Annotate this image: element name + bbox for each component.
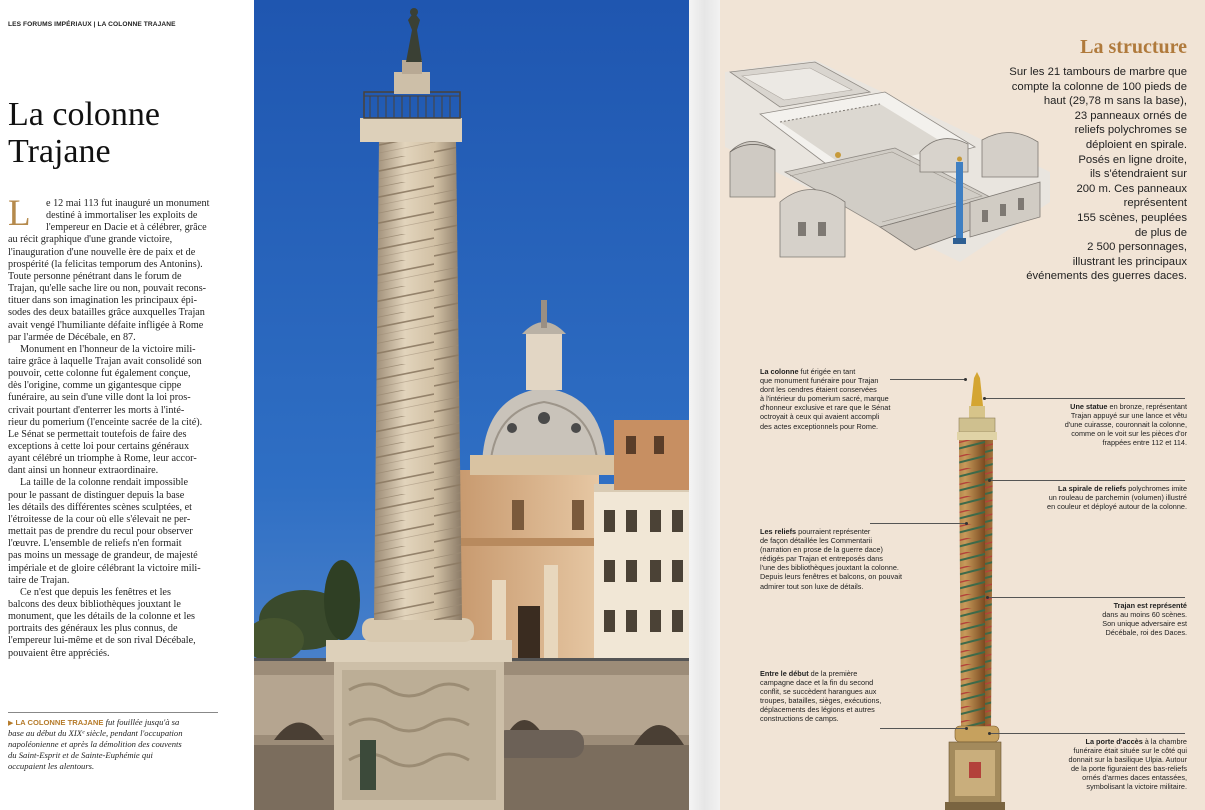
- body-line: exceptions à cette loi pour certains généraux: [8, 441, 190, 452]
- summary-line: 23 panneaux ornés de: [1074, 109, 1187, 122]
- body-line: portraits des généraux les plus connus, de: [8, 623, 178, 635]
- title-line-1: La colonne: [8, 96, 160, 133]
- body-line: par l'armée de Décébale, en 87.: [8, 331, 136, 343]
- annotation-line: symbolisant la victoire militaire.: [1086, 782, 1187, 792]
- annotation-line: un rouleau de parchemin (volumen) illustré: [1048, 493, 1187, 503]
- body-line: l'œuvre. L'ensemble de reliefs n'en formait: [8, 538, 182, 550]
- drop-cap: L: [8, 193, 31, 234]
- caption-line: occupaient les alentours.: [8, 761, 95, 771]
- annotation-line: donnait sur la basilique Ulpia. Autour: [1068, 755, 1187, 765]
- body-line: pouvoir, cette colonne fut également conçue,: [8, 368, 191, 380]
- annotation-heading: La porte d'accès: [1085, 737, 1143, 746]
- annotation-line: d'une cuirasse, couronnait la colonne,: [1064, 420, 1187, 430]
- annotation-heading: Les reliefs: [760, 527, 797, 536]
- body-line: taire grâce à laquelle Trajan avait consolidé son: [8, 355, 202, 367]
- annotation-line: comme on le voit sur les pièces d'or: [1071, 429, 1187, 439]
- caption-line: napoléonienne et après la démolition des couvents: [8, 739, 182, 749]
- forum-reconstruction-illustration: [720, 52, 1050, 282]
- annotation-trajan: [1102, 601, 1187, 637]
- body-line: pour le passant de distinguer depuis la base: [8, 489, 185, 501]
- body-line: l'empereur en Dacie et à célébrer, grâce: [46, 222, 207, 234]
- annotation-porte: [1069, 737, 1187, 792]
- annotation-heading: La colonne: [760, 367, 799, 376]
- left-page: [0, 0, 250, 810]
- body-line: funéraire, au sein d'une ville dont la loi pros-: [8, 392, 191, 404]
- caption-label: LA COLONNE TRAJANE: [15, 718, 104, 727]
- body-line: pouvaient être appréciés.: [8, 647, 110, 659]
- annotation-line: admirer tout son luxe de détails.: [760, 581, 864, 591]
- annotation-text: polychromes imite: [1126, 484, 1187, 493]
- annotation-text: en bronze, représentant: [1107, 402, 1187, 411]
- summary-line: illustrant les principaux: [1072, 255, 1187, 268]
- body-line: l'étroitesse de la cour où elle s'élevait ne per-: [8, 513, 191, 525]
- body-line: Monument en l'honneur de la victoire mili-: [20, 343, 196, 355]
- column-cutaway-illustration: [945, 370, 1005, 810]
- body-line: monument, que les détails de la colonne et les: [8, 611, 196, 623]
- caption-line: base au début du XIXᵉ siècle, pendant l'occupation: [8, 728, 183, 738]
- leader-line: [988, 597, 1185, 598]
- body-line: ayant célébré un triomphe à Rome, leur accor-: [8, 453, 197, 465]
- caption-line: fut fouillée jusqu'à sa: [105, 717, 180, 727]
- body-line: Ce n'est que depuis les fenêtres et les: [20, 586, 171, 598]
- annotation-line: Trajan appuyé sur une lance et vêtu: [1070, 411, 1187, 421]
- annotation-line: à l'intérieur du pomerium sacré, marque: [760, 394, 889, 404]
- body-line: pas moins un message de grandeur, de majesté: [8, 550, 198, 562]
- annotation-line: des actes exceptionnels pour Rome.: [760, 421, 879, 431]
- annotation-line: conflit, se succèdent harangues aux: [760, 687, 877, 697]
- photo-caption-first-line: [8, 717, 179, 729]
- body-line: sodes des deux batailles grâce auxquelles Trajan: [8, 307, 205, 319]
- trajan-column-photo: [254, 0, 689, 810]
- body-line: e 12 mai 113 fut inauguré un monument: [46, 198, 210, 209]
- body-line: Trajan, qu'elle sache lire ou non, pouvait recons-: [8, 283, 207, 295]
- body-line: l'inauguration d'une nouvelle ère de paix et de: [8, 246, 196, 258]
- right-page: [720, 0, 1205, 810]
- annotation-line: ornés d'armes daces entassées,: [1082, 773, 1187, 783]
- body-line: destiné à immortaliser les exploits de: [46, 210, 198, 222]
- annotation-line: Depuis leurs fenêtres et balcons, on pouvait: [760, 572, 902, 582]
- annotation-spirale: [1047, 484, 1187, 511]
- annotation-line: dans au moins 60 scènes.: [1102, 610, 1187, 620]
- summary-line: Sur les 21 tambours de marbre que: [1009, 66, 1187, 78]
- annotation-debut: [760, 669, 881, 724]
- body-line: dant ainsi un honneur extraordinaire.: [8, 465, 159, 477]
- body-line: Le Sénat se permettait toutefois de faire des: [8, 428, 187, 440]
- leader-line: [870, 523, 966, 524]
- leader-line: [880, 728, 966, 729]
- annotation-text: de la première: [808, 669, 858, 678]
- body-line: La taille de la colonne rendait impossible: [20, 477, 189, 489]
- summary-line: de plus de: [1134, 226, 1187, 239]
- annotation-line: rédigés par Trajan et entreposés dans: [760, 554, 883, 564]
- summary-line: 155 scènes, peuplées: [1077, 212, 1187, 224]
- annotation-heading: Une statue: [1070, 402, 1108, 411]
- annotation-statue: [1065, 402, 1187, 447]
- annotation-line: en couleur et déployé autour de la colonne.: [1047, 502, 1187, 512]
- annotation-text: à la chambre: [1142, 737, 1187, 746]
- summary-line: déploient en spirale.: [1085, 139, 1187, 151]
- body-line: les détails des différentes scènes sculptées, et: [8, 501, 192, 513]
- page-gutter: [689, 0, 720, 810]
- summary-line: Posés en ligne droite,: [1078, 153, 1187, 166]
- annotation-line: (narration en prose de la guerre dace): [760, 545, 883, 555]
- body-line: crivait pourtant d'enterrer les morts à l'inté-: [8, 404, 185, 416]
- annotation-reliefs: [760, 527, 902, 591]
- body-line: taire de Trajan.: [8, 574, 70, 586]
- annotation-colonne: [760, 367, 890, 431]
- annotation-line: Décébale, roi des Daces.: [1105, 628, 1187, 638]
- body-line: rieur du pomerium (l'enceinte sacrée de la cité).: [8, 416, 203, 428]
- article-title: [8, 96, 160, 170]
- summary-line: haut (29,78 m sans la base),: [1043, 95, 1187, 108]
- annotation-line: de la porte figuraient des bas-reliefs: [1070, 764, 1187, 774]
- caption-arrow-icon: ▶: [8, 719, 14, 727]
- annotation-heading: Entre le début: [760, 669, 809, 678]
- annotation-line: Son unique adversaire est: [1102, 619, 1187, 629]
- running-head: LES FORUMS IMPÉRIAUX | LA COLONNE TRAJANE: [8, 21, 176, 28]
- body-line: au récit graphique d'une grande victoire,: [8, 234, 173, 246]
- body-line: mettait pas de prendre du recul pour observer: [8, 526, 193, 538]
- caption-line: du Saint-Esprit et de Sainte-Euphémie qui: [8, 750, 153, 760]
- summary-line: ils s'étendraient sur: [1090, 168, 1187, 181]
- annotation-line: dont les cendres étaient conservées: [760, 385, 877, 395]
- body-line: impériale et de gloire célébrant la victoire mili-: [8, 562, 201, 574]
- leader-line: [890, 379, 965, 380]
- leader-line: [990, 733, 1185, 734]
- body-line: balcons des deux bibliothèques jouxtant le: [8, 598, 181, 610]
- summary-line: événements des guerres daces.: [1026, 270, 1187, 283]
- leader-line: [990, 480, 1185, 481]
- annotation-text: pourraient représenter: [796, 527, 871, 536]
- summary-line: compte la colonne de 100 pieds de: [1011, 80, 1187, 93]
- annotation-line: campagne dace et la fin du second: [760, 678, 874, 688]
- annotation-line: que monument funéraire pour Trajan: [760, 376, 879, 386]
- annotation-heading: Trajan est représenté: [1113, 601, 1187, 610]
- body-line: dès l'origine, comme un gigantesque cippe: [8, 380, 182, 392]
- structure-title: La structure: [1080, 36, 1187, 58]
- body-line: l'empereur lui-même et de son rival Décébale,: [8, 635, 196, 647]
- annotation-line: l'une des bibliothèques jouxtant la colonne.: [760, 563, 899, 573]
- title-line-2: Trajane: [8, 133, 111, 170]
- summary-line: 2 500 personnages,: [1087, 241, 1187, 254]
- annotation-heading: La spirale de reliefs: [1058, 484, 1127, 493]
- caption-divider: [8, 712, 218, 713]
- annotation-line: troupes, batailles, sièges, exécutions,: [760, 696, 882, 706]
- annotation-line: de façon détaillée les Commentarii: [760, 536, 872, 546]
- annotation-line: déplacements des légions et autres: [760, 705, 875, 715]
- annotation-line: constructions de camps.: [760, 714, 839, 724]
- summary-line: reliefs polychromes se: [1074, 124, 1187, 137]
- body-line: tituer dans son imagination les principaux épi-: [8, 295, 197, 307]
- body-line: Toute personne pénétrant dans le forum de: [8, 270, 182, 282]
- summary-line: représentent: [1123, 197, 1187, 210]
- annotation-line: octroyait à ceux qui avaient accompli: [760, 412, 880, 422]
- leader-line: [985, 398, 1185, 399]
- annotation-line: d'honneur exclusive et rare que le Sénat: [760, 403, 891, 413]
- annotation-line: frappées entre 112 et 114.: [1102, 438, 1187, 448]
- annotation-text: fut érigée en tant: [798, 367, 856, 376]
- body-line: prospérité (la felicitas temporum des Antonins).: [8, 258, 203, 270]
- annotation-line: funéraire était située sur le côté qui: [1073, 746, 1187, 756]
- body-line: avait vengé l'humiliante défaite infligée à Rome: [8, 319, 204, 331]
- summary-line: 200 m. Ces panneaux: [1076, 182, 1187, 195]
